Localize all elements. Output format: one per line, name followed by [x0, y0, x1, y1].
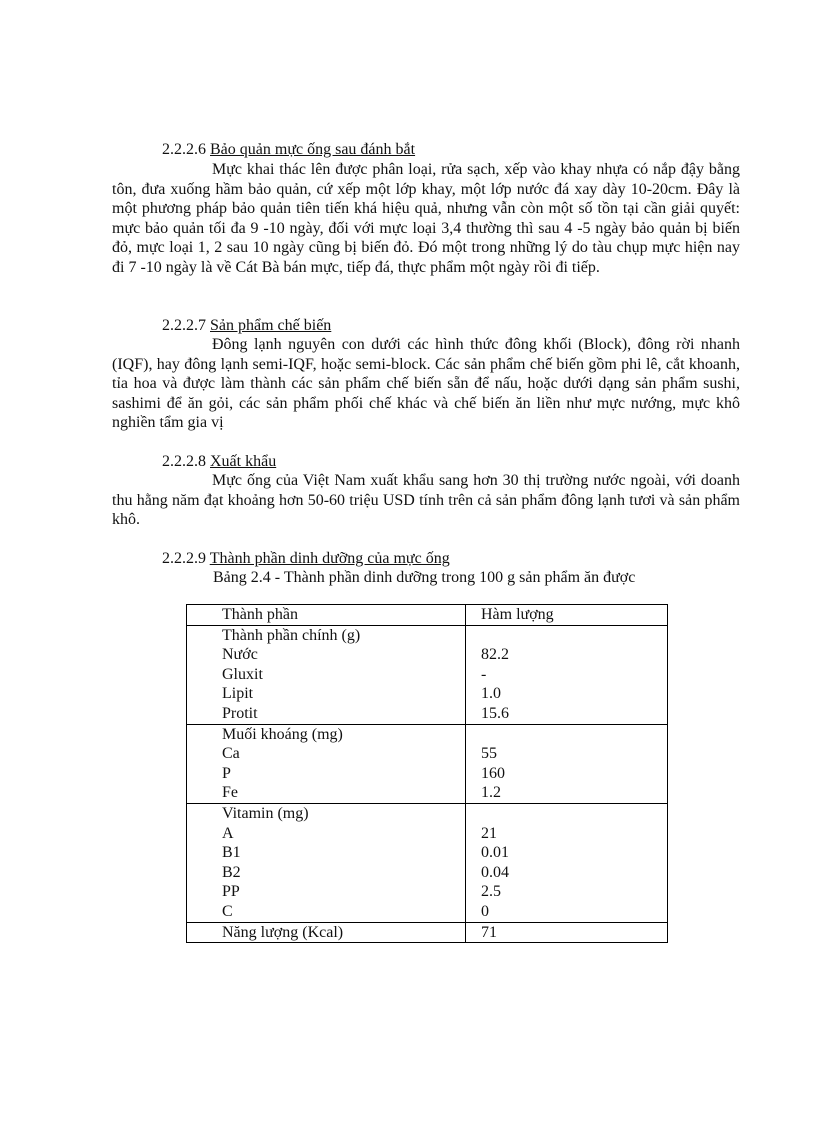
section-number: 2.2.2.7	[162, 317, 206, 334]
table-cell-name: Ca	[187, 744, 466, 764]
section-heading-2-2-2-9	[162, 549, 450, 568]
table-row	[187, 625, 668, 645]
table-cell-name: Muối khoáng (mg)	[187, 724, 466, 744]
table-cell-name: Thành phần chính (g)	[187, 625, 466, 645]
table-row	[187, 665, 668, 685]
table-row	[187, 902, 668, 922]
section-title: Bảo quản mực ống sau đánh bắt	[210, 141, 416, 158]
table-caption: Bảng 2.4 - Thành phần dinh dưỡng trong 100 g sản phẩm ăn được	[213, 569, 636, 586]
table-row	[187, 744, 668, 764]
section-body-2-2-2-7: Đông lạnh nguyên con dưới các hình thức đông khối (Block), đông rời nhanh (IQF), hay đông lạnh semi-IQF, hoặc semi-block. Các sản phẩm chế biến gồm phi lê, cắt khoanh, tỉa hoa và được làm thành các sản phẩm chế biến sẵn để nấu, hoặc dưới dạng sản phẩm sushi, sashimi để ăn gỏi, các sản phẩm phối chế khác và chế biến ăn liền như mực nướng, mực khô nghiền tẩm gia vị	[112, 336, 740, 432]
table-row	[187, 724, 668, 744]
section-number: 2.2.2.9	[162, 550, 206, 567]
table-cell-value: 2.5	[466, 882, 668, 902]
table-row	[187, 645, 668, 665]
table-cell-value: 82.2	[466, 645, 668, 665]
section-title: Xuất khẩu	[210, 453, 277, 470]
table-cell-value	[466, 724, 668, 744]
section-title: Thành phần dinh dưỡng của mực ống	[209, 550, 450, 567]
section-number: 2.2.2.6	[162, 141, 206, 158]
table-row	[187, 803, 668, 823]
table-cell-value: 55	[466, 744, 668, 764]
table-cell-value	[466, 625, 668, 645]
table-row	[187, 843, 668, 863]
table-cell-name: Lipit	[187, 684, 466, 704]
table-row	[187, 684, 668, 704]
section-heading-2-2-2-6	[162, 140, 415, 159]
table-cell-name: Gluxit	[187, 665, 466, 685]
table-cell-value	[466, 803, 668, 823]
table-cell-name: Protit	[187, 704, 466, 724]
table-cell-value: 0	[466, 902, 668, 922]
table-row	[187, 922, 668, 943]
table-cell-value: 21	[466, 824, 668, 844]
table-cell-name: C	[187, 902, 466, 922]
table-cell-value: 71	[466, 922, 668, 943]
section-body-2-2-2-8: Mực ống của Việt Nam xuất khẩu sang hơn 30 thị trường nước ngoài, với doanh thu hằng năm đạt khoảng hơn 50-60 triệu USD tính trên cả sản phẩm đông lạnh tươi và sản phẩm khô.	[112, 472, 740, 529]
table-cell-value: 0.01	[466, 843, 668, 863]
table-cell-value: 1.2	[466, 783, 668, 803]
table-row	[187, 863, 668, 883]
table-cell-value: 160	[466, 764, 668, 784]
table-row	[187, 824, 668, 844]
table-header-component: Thành phần	[187, 605, 466, 626]
section-heading-2-2-2-8	[162, 452, 276, 471]
section-number: 2.2.2.8	[162, 453, 206, 470]
table-cell-value: 1.0	[466, 684, 668, 704]
table-cell-name: Nước	[187, 645, 466, 665]
table-cell-name: B1	[187, 843, 466, 863]
table-row	[187, 882, 668, 902]
table-cell-value: 15.6	[466, 704, 668, 724]
table-row	[187, 783, 668, 803]
table-cell-value: 0.04	[466, 863, 668, 883]
table-cell-name: B2	[187, 863, 466, 883]
table-cell-name: Vitamin (mg)	[187, 803, 466, 823]
table-header-content: Hàm lượng	[466, 605, 668, 626]
table-cell-value: -	[466, 665, 668, 685]
table-cell-name: Fe	[187, 783, 466, 803]
section-title: Sản phẩm chế biến	[210, 317, 332, 334]
section-body-2-2-2-6: Mực khai thác lên được phân loại, rửa sạch, xếp vào khay nhựa có nắp đậy bằng tôn, đưa xuống hầm bảo quản, cứ xếp một lớp khay, một lớp nước đá xay dày 10-20cm. Đây là một phương pháp bảo quản tiên tiến khá hiệu quả, nhưng vẫn còn một số tồn tại cần giải quyết: mực bảo quản tối đa 9 -10 ngày, đối với mực loại 3,4 thường thì sau 4 -5 ngày bảo quản bị biến đỏ, mực loại 1, 2 sau 10 ngày cũng bị biến đỏ. Đó một trong những lý do tàu chụp mực hiện nay đi 7 -10 ngày là về Cát Bà bán mực, tiếp đá, thực phẩm một ngày rồi đi tiếp.	[112, 161, 740, 276]
table-cell-name: A	[187, 824, 466, 844]
table-cell-name: PP	[187, 882, 466, 902]
table-header-row	[187, 605, 668, 626]
nutrition-table	[186, 604, 668, 943]
section-heading-2-2-2-7	[162, 316, 331, 335]
table-cell-name: P	[187, 764, 466, 784]
table-row	[187, 764, 668, 784]
table-row	[187, 704, 668, 724]
table-cell-name: Năng lượng (Kcal)	[187, 922, 466, 943]
